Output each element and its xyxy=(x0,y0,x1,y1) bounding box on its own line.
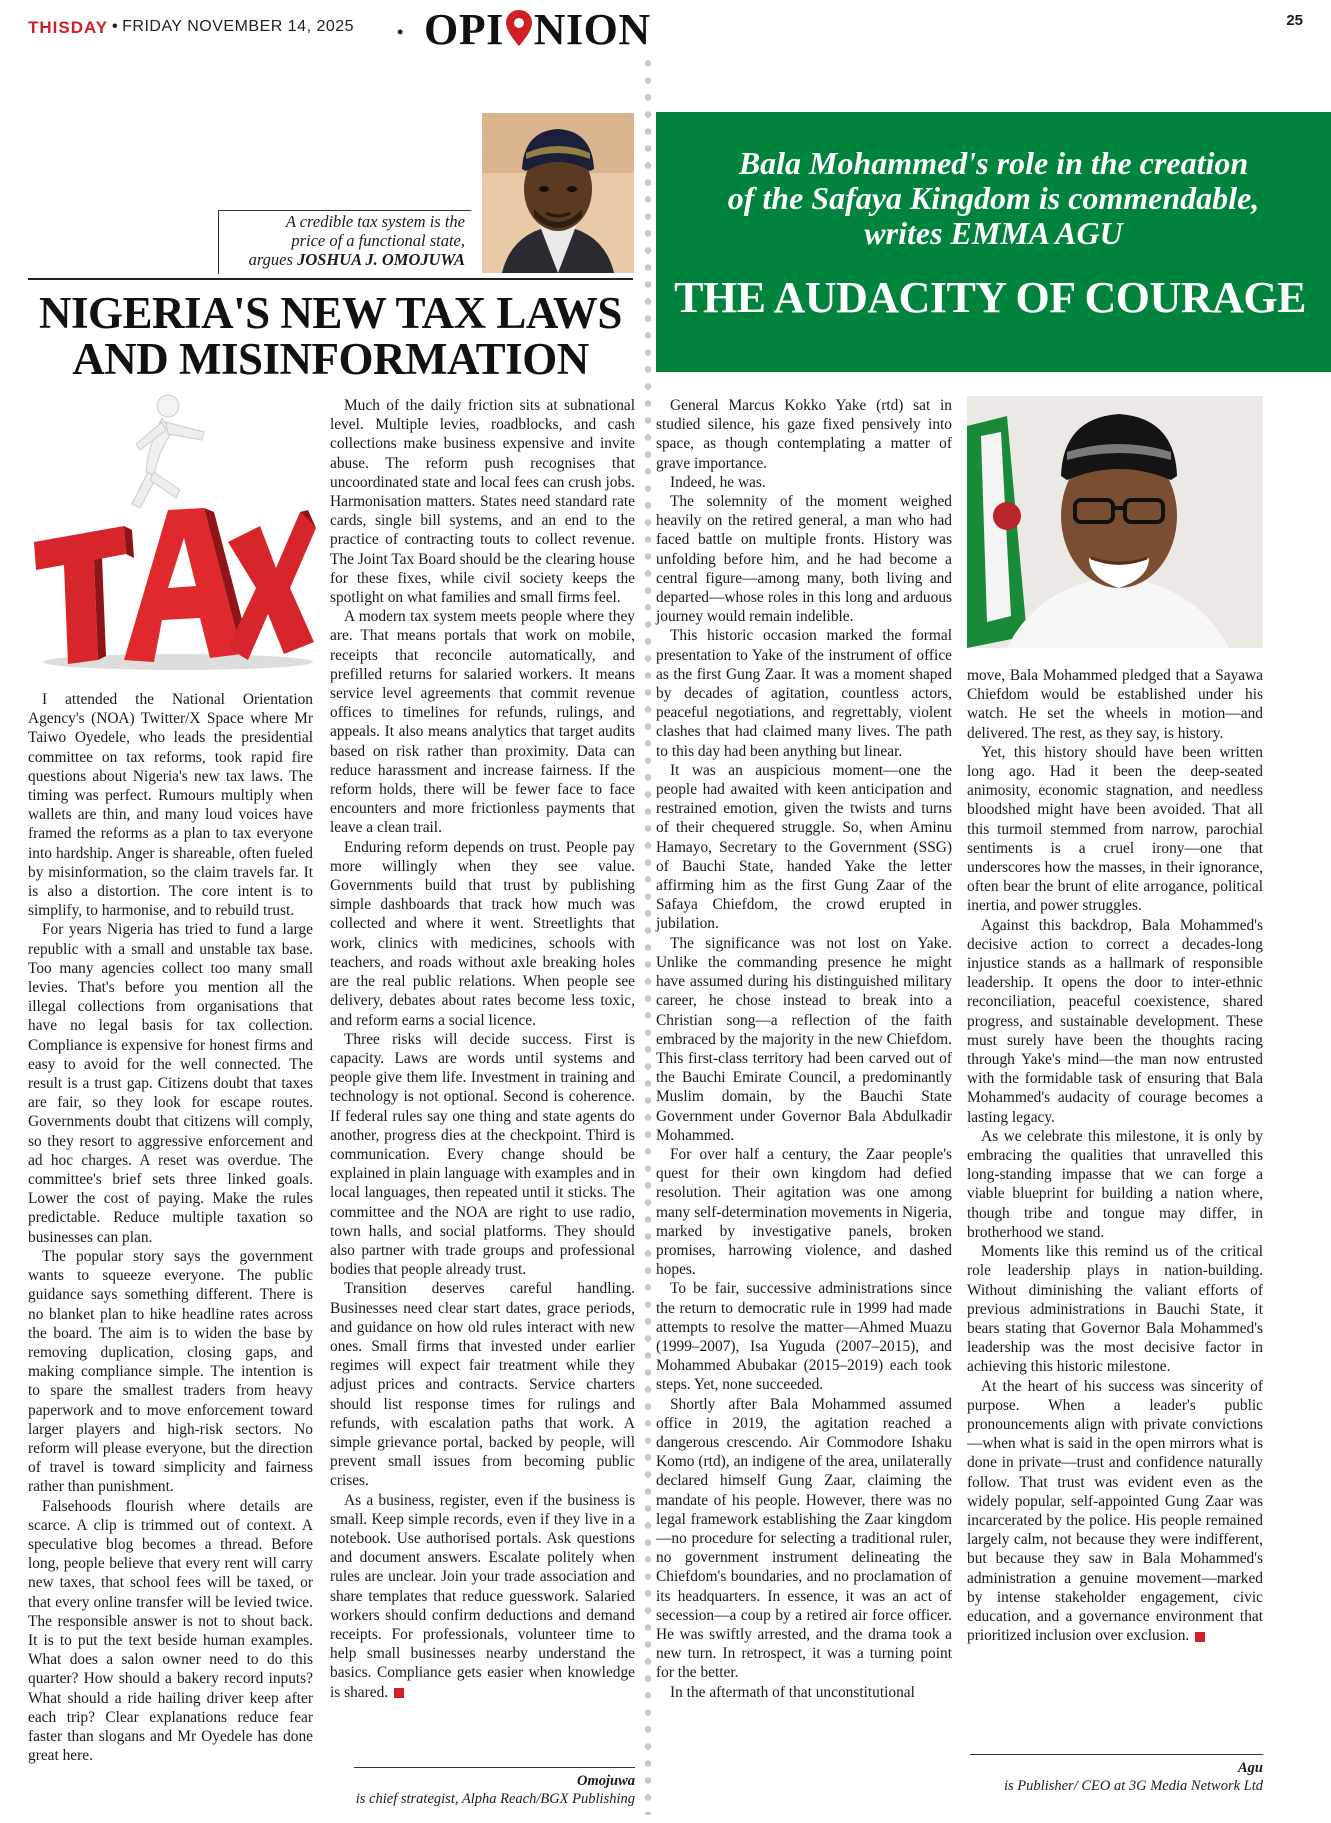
paragraph: General Marcus Kokko Yake (rtd) sat in studied silence, his gaze fixed pensively into space, as though contemplating a matter of grave importance. xyxy=(656,397,952,472)
paragraph: It was an auspicious moment—one the people had awaited with keen anticipation and restrained emotion, given the twists and turns of their chequered struggle. So, when Aminu Hamayo, Secretary to the Government (SSG) of Bauchi State, handed Yake the letter affirming him as the first Gung Zaar of the Safaya Chiefdom, the crowd erupted in jubilation. xyxy=(656,761,952,933)
left-article-kicker xyxy=(218,210,471,274)
paragraph: The solemnity of the moment weighed heavily on the retired general, a man who had faced battle on multiple fronts. History was unfolding before him, and he had become a central figure—among many, both living and departed—whose roles in this long and arduous journey would remain indelible. xyxy=(656,493,952,626)
paragraph: For years Nigeria has tried to fund a large republic with a small and unstable tax base. Too many agencies collect too many small levies. That's before you mention all the illegal collections from organisations that have no legal basis for tax collection. Compliance is expensive for honest firms and easy to avoid for the well connected. The result is a trust gap. Citizens doubt that taxes are fair, so they look for escape routes. Governments doubt that citizens will comply, so they resort to aggressive enforcement and ad hoc charges. A reset was overdue. The committee's brief sets three linked goals. Lower the cost of paying. Make the rules predictable. Reduce multiple taxation so businesses can plan. xyxy=(28,921,313,1246)
right-article-column-2 xyxy=(967,666,1263,1645)
paragraph: Shortly after Bala Mohammed assumed office in 2019, the agitation reached a dangerous crescendo. Air Commodore Ishaku Komo (rtd), an indigene of the area, unilaterally declared himself Gung Zaar, claiming the mandate of his people. However, there was no legal framework establishing the Zaar kingdom—no procedure for selecting a traditional ruler, no government instrument delineating the Chiefdom's boundaries, and no proclamation of its headquarters. In essence, it was an act of secession—a coup by a retired air force officer. He was swiftly arrested, and the drama took a new turn. In retrospect, it was a turning point for the better. xyxy=(656,1395,952,1682)
section-title-part-2: NION xyxy=(533,5,651,54)
brand-logo: THISDAY xyxy=(28,18,109,37)
dateline: • FRIDAY NOVEMBER 14, 2025 xyxy=(112,18,355,35)
paragraph: Yet, this history should have been written long ago. Had it been the deep-seated animosity, economic stagnation, and needless bloodshed might have been avoided. That all this turmoil stemmed from narrow, parochial sentiments is a cruel irony—one that underscores how the masses, in their ignorance, often bear the brunt of elite arrogance, political inertia, and power struggles. xyxy=(967,743,1263,915)
paragraph: As we celebrate this milestone, it is only by embracing the qualities that unravelled this long-standing impasse that we can forge a viable blueprint for building a nation where, though tribe and tongue may differ, in brotherhood we stand. xyxy=(967,1127,1263,1241)
section-title-part-1: OPI xyxy=(424,5,504,54)
paragraph: This historic occasion marked the formal presentation to Yake of the instrument of office as the first Gung Zaar. It was a moment shaped by decades of agitation, countless actors, peaceful negotiations, and regrettably, violent clashes that had claimed many lives. The path to this day had been anything but linear. xyxy=(656,627,952,760)
right-article-headline: THE AUDACITY OF COURAGE xyxy=(674,273,1306,322)
paragraph: Against this backdrop, Bala Mohammed's decisive action to correct a decades-long injustice stands as a hallmark of responsible leadership. It opens the door to inter-ethnic reconciliation, peaceful coexistence, shared progress, and sustainable development. These must surely have been the thoughts racing through Yake's mind—the man now entrusted with the formidable task of ensuring that Bala Mohammed's audacity of courage becomes a lasting legacy. xyxy=(967,916,1263,1126)
banner-kicker-line-2: of the Safaya Kingdom is commendable, xyxy=(727,180,1260,216)
paragraph: To be fair, successive administrations since the return to democratic rule in 1999 had made attempts to resolve the matter—Ahmed Muazu (1999–2007), Isa Yuguda (2007–2015), and Mohammed Abubakar (2015–2019) each took steps. Yet, none succeeded. xyxy=(656,1280,952,1394)
paragraph: Much of the daily friction sits at subnational level. Multiple levies, roadblocks, and cash collections make business expensive and invite abuse. The reform push recognises that uncoordinated state and local fees can crush jobs. Harmonisation matters. States need standard rate cards, single bill systems, and an end to the practice of contracting touts to collect revenue. The Joint Tax Board should be the clearing house for these fixes, while civil society keeps the spotlight on what families and small firms feel. xyxy=(330,397,635,607)
end-mark-icon xyxy=(394,1688,404,1698)
end-mark-icon xyxy=(1195,1632,1205,1642)
banner-kicker-line-1: Bala Mohammed's role in the creation xyxy=(738,145,1249,181)
byline-name: Agu xyxy=(1238,1760,1263,1776)
left-article-byline xyxy=(354,1767,635,1808)
byline-role: is Publisher/ CEO at 3G Media Network Ltd xyxy=(1004,1778,1263,1794)
kicker-line-3 xyxy=(223,250,465,269)
kicker-line-1: A credible tax system is the xyxy=(285,212,465,231)
masthead xyxy=(28,5,1303,60)
column-divider-dots xyxy=(644,55,652,1815)
left-article-column-2 xyxy=(330,396,635,1702)
headline-line-2: AND MISINFORMATION xyxy=(72,334,589,384)
paragraph-last-text: At the heart of his success was sincerity of purpose. When a leader's public pronouncements align with private convictions—when what is said in the open mirrors what is done in private—trust and confidence naturally follow. That trust was evident even as the widely popular, self-appointed Gung Zaar was incarcerated by the police. His people remained largely calm, not because they were indifferent, but because they saw in Bala Mohammed's administration a genuine movement—marked by intense stakeholder engagement, civic education, and a governance environment that prioritized inclusion over exclusion. xyxy=(967,1377,1263,1645)
author-photo-omojuwa xyxy=(482,113,634,273)
paragraph-last-text: As a business, register, even if the business is small. Keep simple records, even if they live in a notebook. Use authorised portals. Ask questions and document answers. Escalate politely when rules are unclear. Join your trade association and share templates that reduce guesswork. Salaried workers should confirm deductions and demand receipts. For professionals, volunteer time to help small businesses nearby understand the basics. Compliance gets easier when knowledge is shared. xyxy=(330,1491,635,1701)
right-article-byline xyxy=(970,1754,1263,1795)
kicker-line-2: price of a functional state, xyxy=(291,231,465,250)
byline-name: Omojuwa xyxy=(576,1773,635,1789)
paragraph: The significance was not lost on Yake. Unlike the commanding presence he might have assumed during his distinguished military career, he chose instead to break into a Christian song—a reflection of the faith embraced by the majority in the new Chiefdom. This first-class territory had been carved out of the Bauchi Emirate Council, a predominantly Muslim domain, by the Bauchi State Government under Governor Bala Abdulkadir Mohammed. xyxy=(656,934,952,1144)
paragraph: I attended the National Orientation Agency's (NOA) Twitter/X Space where Mr Taiwo Oyedele, who leads the presidential committee on tax reforms, took rapid fire questions about Nigeria's new tax laws. The timing was perfect. Rumours multiply when wallets are thin, and many loud voices have framed the reforms as a plan to tax everyone into hardship. Anger is shareable, often fueled by misinformation, so the claim travels far. It is also a distortion. The core intent is to simplify, to harmonise, and to rebuild trust. xyxy=(28,691,313,920)
paragraph-last xyxy=(330,1491,635,1702)
headline-rule xyxy=(28,278,633,280)
map-pin-icon xyxy=(504,8,534,48)
paragraph: Indeed, he was. xyxy=(670,473,766,491)
paragraph: In the aftermath of that unconstitutional xyxy=(670,1683,915,1701)
paragraph: Enduring reform depends on trust. People pay more willingly when they see value. Governments build that trust by publishing simple dashboards that track how much was collected and where it went. Streetlights that work, clinics with medicines, schools with teachers, and roads without axle breaking holes are the real public relations. When people see delivery, debates about rates become less toxic, and reform earns a social licence. xyxy=(330,838,635,1029)
tax-illustration xyxy=(28,392,316,672)
left-article-column-1 xyxy=(28,690,313,1765)
section-title xyxy=(424,4,651,55)
paragraph: Moments like this remind us of the critical role leadership plays in nation-building. Without diminishing the valiant efforts of previous administrations in Bauchi State, it bears stating that Governor Bala Mohammed's leadership was the most decisive factor in achieving this historic milestone. xyxy=(967,1243,1263,1376)
separator-dot: • xyxy=(397,22,404,42)
banner-kicker-line-3: writes EMMA AGU xyxy=(864,215,1123,251)
paragraph: For over half a century, the Zaar people's quest for their own kingdom had defied resolution. Their agitation was one among many self-determination movements in Nigeria, marked by investigative panels, broken promises, harrowing violence, and dashed hopes. xyxy=(656,1145,952,1279)
right-article-banner xyxy=(656,112,1331,372)
headline-line-1: NIGERIA'S NEW TAX LAWS xyxy=(39,288,622,338)
right-article-column-1 xyxy=(656,396,952,1702)
paragraph: A modern tax system meets people where they are. That means portals that work on mobile, receipts that reconcile automatically, and prefilled returns for salaried workers. It means service level agreements that commit revenue offices to timelines for refunds, rulings, and appeals. It also means analytics that target audits based on risk rather than proximity. Data can reduce harassment and increase fairness. If the reform holds, there will be fewer face to face encounters and more frictionless payments that leave a clean trail. xyxy=(330,608,635,837)
paragraph: The popular story says the government wants to squeeze everyone. The public guidance says something different. There is no blanket plan to hike headline rates across the board. The aim is to widen the base by removing duplication, closing gaps, and making compliance simple. The intention is to spare the smallest traders from heavy paperwork and to move enforcement toward larger players and high-risk sectors. No reform will please everyone, but the direction of travel is toward simplicity and fairness rather than punishment. xyxy=(28,1247,313,1496)
paragraph: move, Bala Mohammed pledged that a Sayawa Chiefdom would be established under his watch. He set the wheels in motion—and delivered. The rest, as they say, is history. xyxy=(967,667,1263,742)
left-article-headline xyxy=(28,290,633,382)
paragraph: Three risks will decide success. First is capacity. Laws are words until systems and people give them life. Investment in training and technology is not optional. Second is coherence. If federal rules say one thing and state agents do another, progress dies at the checkpoint. Third is communication. Every change should be explained in plain language with examples and in local languages, then repeated until it sticks. The committee and the NOA are right to use radio, town halls, and social platforms. They should also partner with trade groups and professional bodies that people already trust. xyxy=(330,1030,635,1279)
photo-bala-mohammed xyxy=(967,396,1263,648)
paragraph-last xyxy=(967,1377,1263,1646)
page-number: 25 xyxy=(1286,12,1303,29)
byline-role: is chief strategist, Alpha Reach/BGX Publishing xyxy=(355,1791,635,1807)
date-text: FRIDAY NOVEMBER 14, 2025 xyxy=(122,18,355,35)
kicker-author: JOSHUA J. OMOJUWA xyxy=(297,250,465,269)
paragraph: Falsehoods flourish where details are scarce. A clip is trimmed out of context. A speculative blog becomes a thread. Before long, people believe that every rent will carry new taxes, that school fees will be taxed, or that every online transfer will be levied twice. The responsible answer is not to shout back. It is to put the text beside human examples. What does a salon owner need to do this quarter? How should a bakery record inputs? What should a ride hailing driver keep after each trip? Clear explanations reduce fear faster than slogans and Mr Oyedele has done great here. xyxy=(28,1497,313,1765)
kicker-argues: argues xyxy=(248,250,293,269)
paragraph: Transition deserves careful handling. Businesses need clear start dates, grace periods, and guidance on how old rules interact with new ones. Small firms that invested under earlier regimes will expect fair treatment while they adjust prices and contracts. Service charters should list response times for rulings and refunds, with escalation paths that work. A simple grievance portal, backed by people, will prevent small issues from becoming public crises. xyxy=(330,1280,635,1490)
banner-kicker xyxy=(686,146,1301,251)
